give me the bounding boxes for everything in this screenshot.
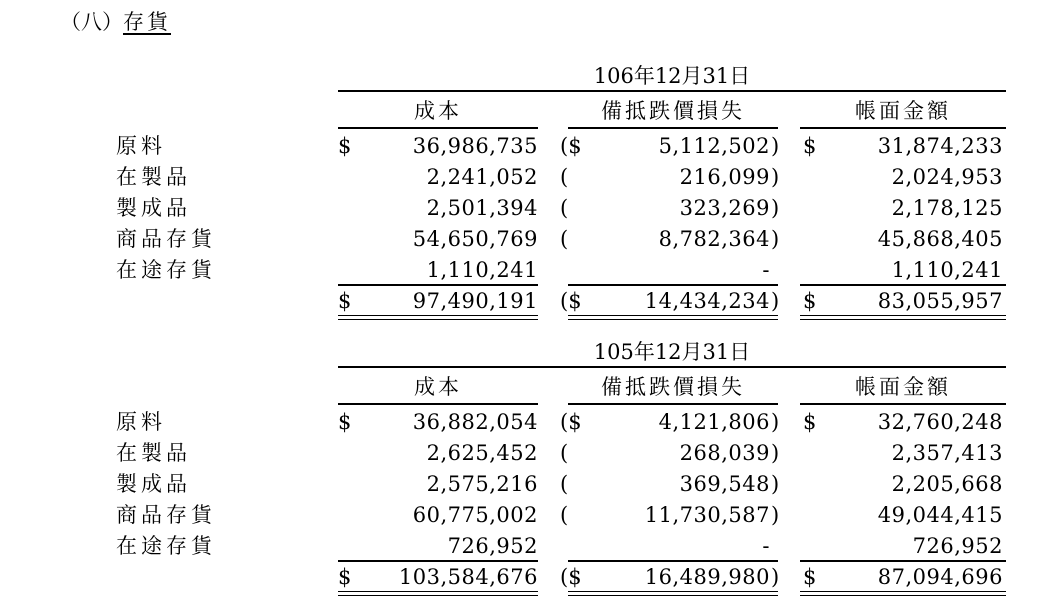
period-rule [338,366,1006,368]
total-open-paren-currency: ($ [560,289,582,313]
book-value: 31,874,233 [877,134,1003,158]
open-paren-currency: ($ [560,410,582,434]
allowance-value: 369,548 [679,472,770,496]
book-value: 2,205,668 [891,472,1003,496]
column-header-rule [338,127,538,129]
row-label: 在途存貨 [116,534,216,558]
book-value: 45,868,405 [877,227,1003,251]
close-paren: ) [771,134,780,158]
total-currency-symbol: $ [338,565,352,589]
column-header-rule [568,403,778,405]
column-header-allowance: 備抵跌價損失 [601,375,745,399]
open-paren: ( [560,227,569,251]
close-paren: ) [771,196,780,220]
row-label: 在製品 [116,165,191,189]
row-label: 商品存貨 [116,503,216,527]
total-currency-symbol: $ [803,289,817,313]
period-rule [338,90,1006,92]
cost-value: 2,501,394 [426,196,538,220]
total-double-rule [338,315,538,320]
allowance-dash: - [762,534,770,558]
allowance-value: 8,782,364 [658,227,770,251]
column-header-cost: 成本 [414,99,462,123]
open-paren: ( [560,503,569,527]
allowance-value: 11,730,587 [644,503,770,527]
total-close-paren: ) [771,289,780,313]
allowance-value: 4,121,806 [658,410,770,434]
total-allowance: 14,434,234 [644,289,770,313]
period-heading: 105年12月31日 [593,340,751,364]
allowance-value: 268,039 [679,441,770,465]
cost-value: 36,986,735 [412,134,538,158]
subtotal-rule [338,560,538,562]
close-paren: ) [771,227,780,251]
allowance-dash: - [762,258,770,282]
close-paren: ) [771,472,780,496]
total-allowance: 16,489,980 [644,565,770,589]
subtotal-rule [800,560,1006,562]
book-value: 49,044,415 [877,503,1003,527]
cost-value: 2,625,452 [426,441,538,465]
book-value: 726,952 [912,534,1003,558]
book-value: 2,178,125 [891,196,1003,220]
allowance-value: 216,099 [679,165,770,189]
total-cost: 97,490,191 [412,289,538,313]
row-label: 在途存貨 [116,258,216,282]
open-paren: ( [560,165,569,189]
cost-value: 1,110,241 [426,258,538,282]
cost-value: 2,575,216 [426,472,538,496]
heading-title: 存貨 [123,10,171,34]
book-value: 2,357,413 [891,441,1003,465]
column-header-rule [568,127,778,129]
row-label: 原料 [116,134,166,158]
row-label: 製成品 [116,196,191,220]
close-paren: ) [771,410,780,434]
currency-symbol: $ [338,134,352,158]
currency-symbol: $ [338,410,352,434]
open-paren: ( [560,472,569,496]
period-heading: 106年12月31日 [593,64,751,88]
subtotal-rule [568,284,778,286]
close-paren: ) [771,441,780,465]
allowance-value: 5,112,502 [658,134,770,158]
row-label: 在製品 [116,441,191,465]
book-value: 1,110,241 [891,258,1003,282]
currency-symbol: $ [803,410,817,434]
row-label: 商品存貨 [116,227,216,251]
total-currency-symbol: $ [803,565,817,589]
close-paren: ) [771,503,780,527]
heading-prefix: （八） [60,10,123,34]
total-book-value: 83,055,957 [877,289,1003,313]
subtotal-rule [568,560,778,562]
close-paren: ) [771,165,780,189]
open-paren-currency: ($ [560,134,582,158]
total-double-rule [568,591,778,596]
cost-value: 2,241,052 [426,165,538,189]
total-double-rule [800,315,1006,320]
total-double-rule [800,591,1006,596]
book-value: 32,760,248 [877,410,1003,434]
subtotal-rule [338,284,538,286]
total-cost: 103,584,676 [398,565,538,589]
cost-value: 54,650,769 [412,227,538,251]
total-currency-symbol: $ [338,289,352,313]
column-header-allowance: 備抵跌價損失 [601,99,745,123]
column-header-rule [800,403,1006,405]
subtotal-rule [800,284,1006,286]
allowance-value: 323,269 [679,196,770,220]
row-label: 製成品 [116,472,191,496]
total-double-rule [338,591,538,596]
column-header-book-value: 帳面金額 [855,375,951,399]
column-header-rule [800,127,1006,129]
open-paren: ( [560,196,569,220]
cost-value: 36,882,054 [412,410,538,434]
open-paren: ( [560,441,569,465]
total-book-value: 87,094,696 [877,565,1003,589]
cost-value: 60,775,002 [412,503,538,527]
total-close-paren: ) [771,565,780,589]
currency-symbol: $ [803,134,817,158]
column-header-cost: 成本 [414,375,462,399]
total-open-paren-currency: ($ [560,565,582,589]
cost-value: 726,952 [447,534,538,558]
book-value: 2,024,953 [891,165,1003,189]
total-double-rule [568,315,778,320]
row-label: 原料 [116,410,166,434]
column-header-rule [338,403,538,405]
column-header-book-value: 帳面金額 [855,99,951,123]
section-heading [60,6,171,36]
